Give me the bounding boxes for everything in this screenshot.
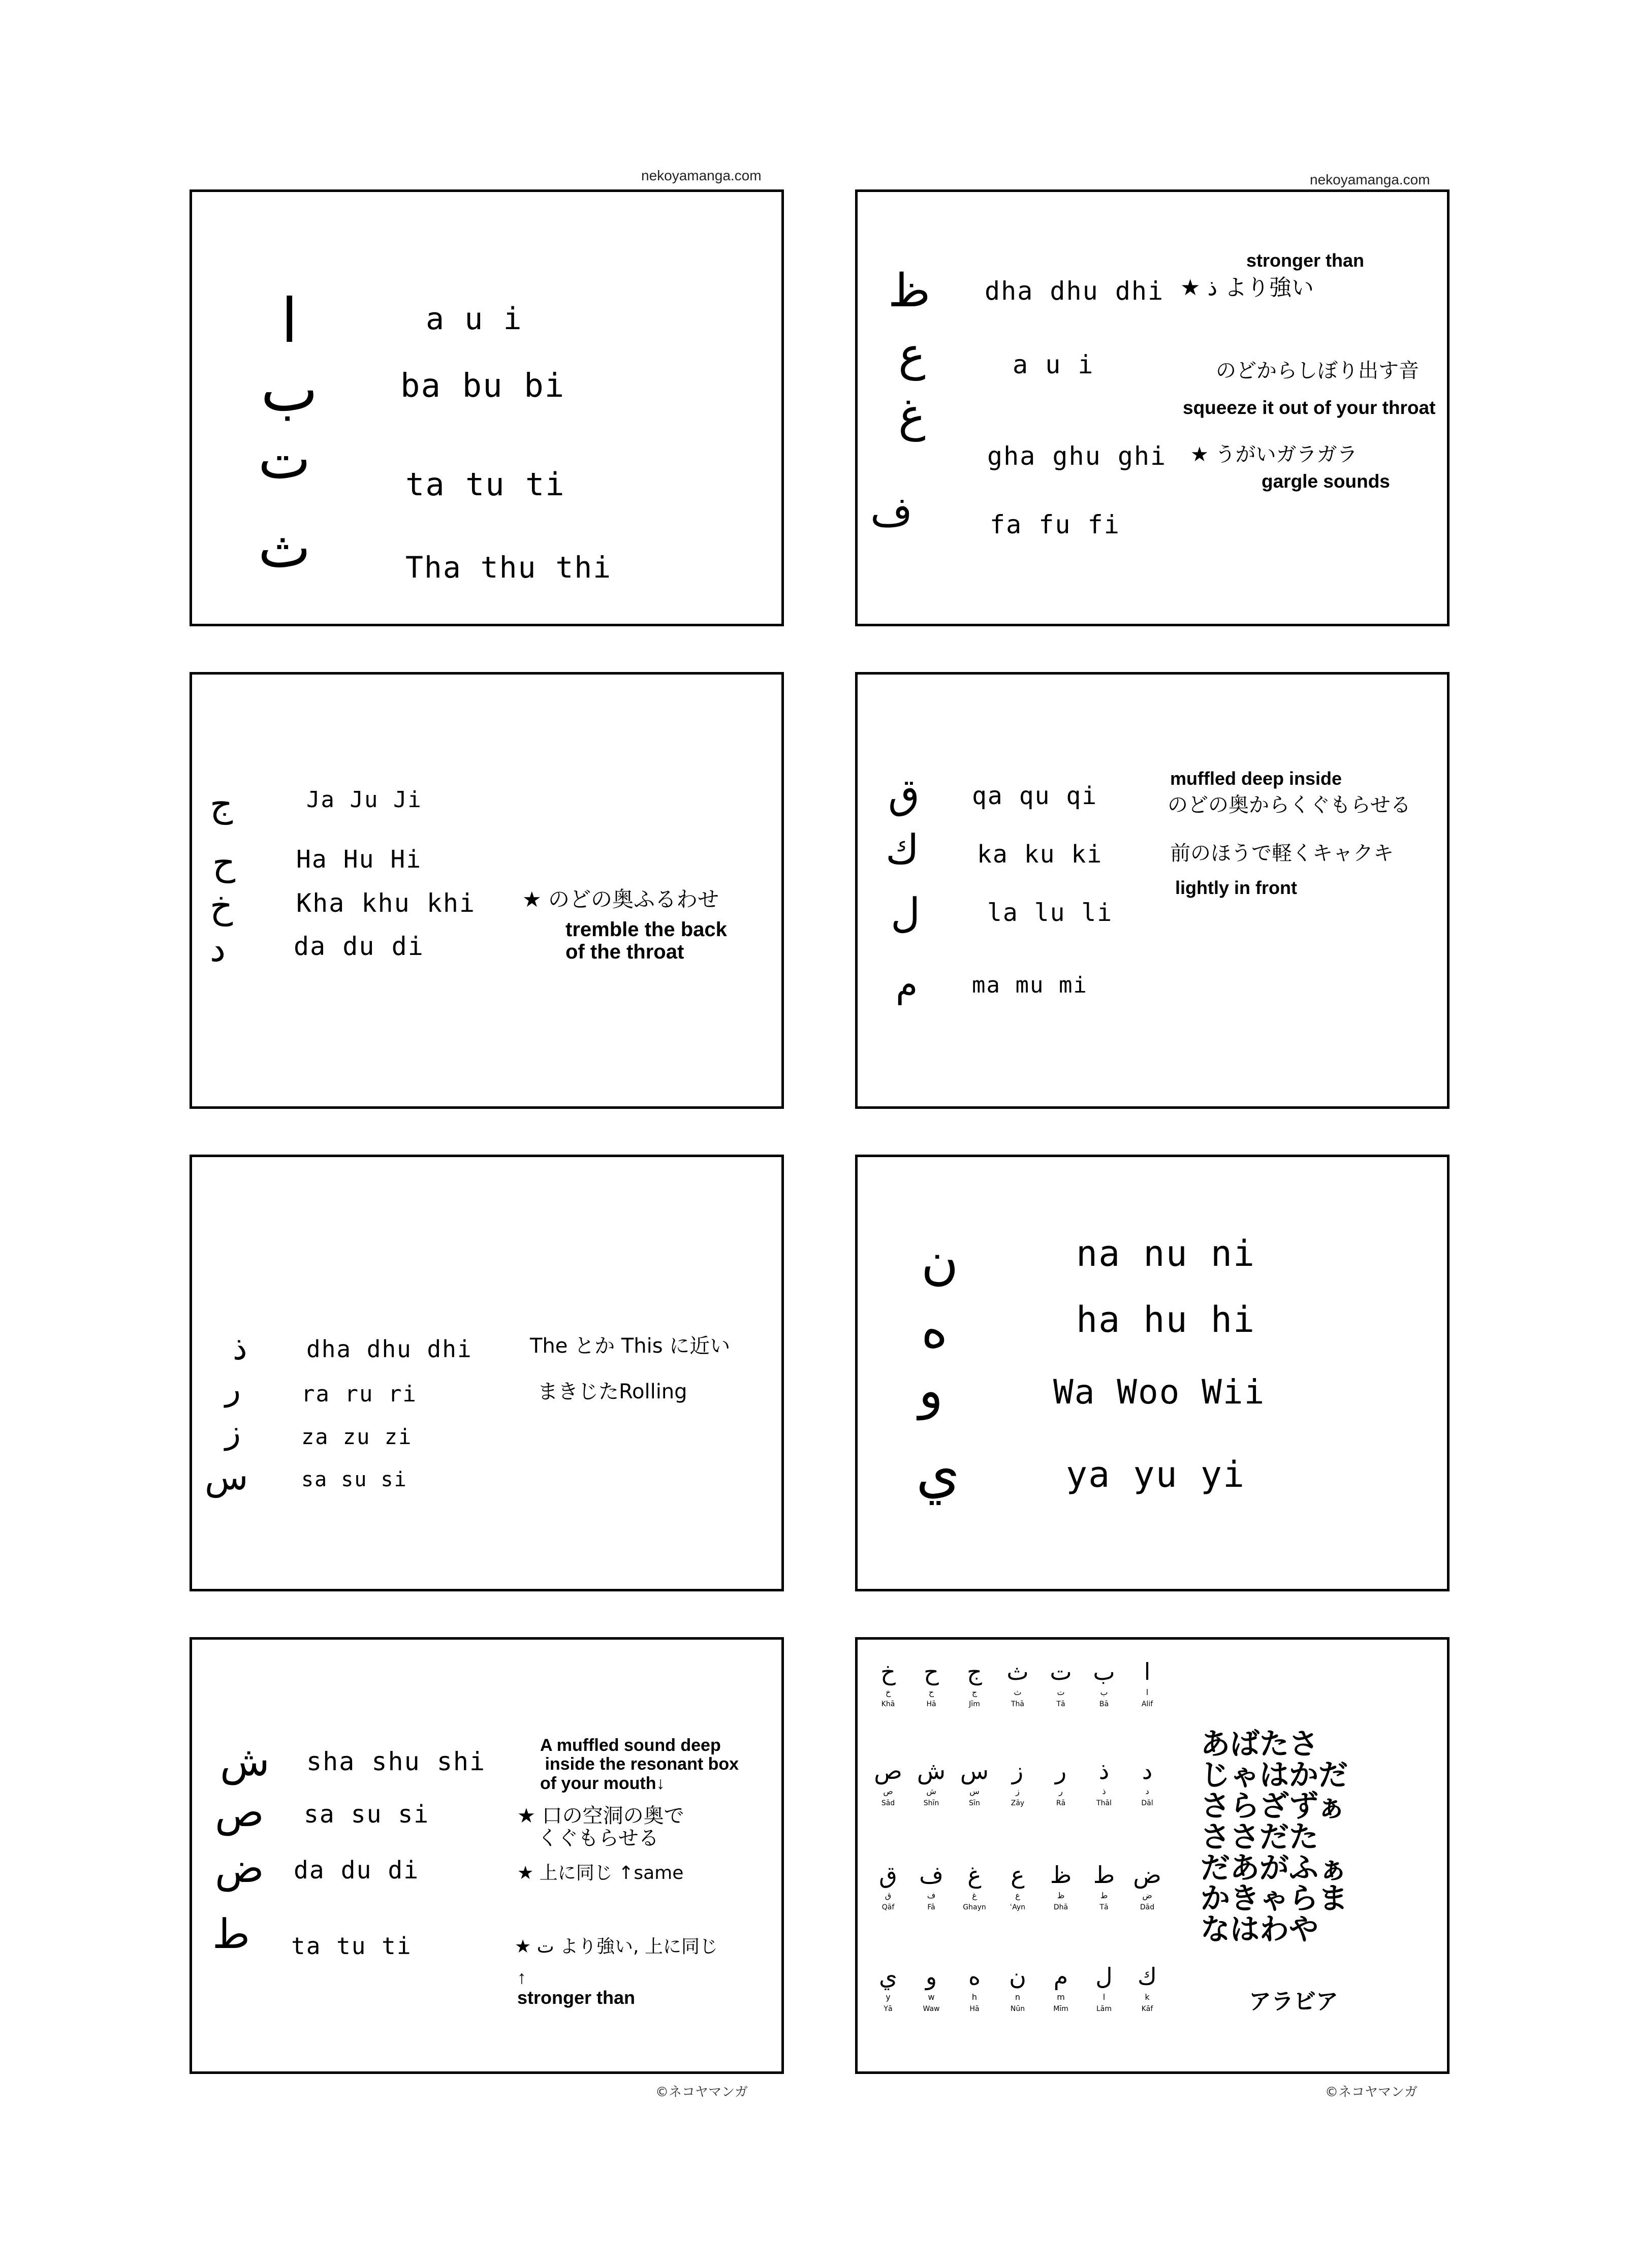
alphabet-name: Thā [1011,1700,1024,1708]
alphabet-translit: غ [972,1891,977,1900]
arabic-letter: ي [916,1440,960,1505]
kana-block [1201,1729,1348,1945]
alphabet-name: Kāf [1141,2005,1153,2013]
alphabet-cell [1086,1863,1122,1911]
alphabet-glyph: ف [919,1861,943,1889]
alphabet-name: Waw [923,2005,940,2013]
alphabet-cell [1043,1660,1079,1708]
alphabet-name: Zāy [1011,1799,1025,1807]
syllables: a u i [426,301,523,337]
alphabet-glyph: ذ [1098,1757,1110,1784]
syllables: za zu zi [301,1424,413,1449]
arabic-letter: ر [225,1370,241,1408]
alphabet-cell [1129,1965,1165,2013]
syllables: Tha thu thi [405,550,612,585]
alphabet-name: Khā [881,1700,895,1708]
alphabet-translit: ض [1142,1891,1152,1900]
alphabet-name: Ghayn [963,1903,986,1911]
alphabet-translit: ا [1146,1687,1149,1697]
alphabet-translit: ف [927,1891,936,1900]
alphabet-glyph: ث [1006,1658,1029,1685]
syllables: na nu ni [1076,1233,1256,1274]
alphabet-name: Bā [1099,1700,1109,1708]
kana-line: だあがふぁ [1201,1850,1348,1885]
syllables: Ha Hu Hi [296,845,422,874]
alphabet-translit: k [1145,1992,1150,2002]
alphabet-translit: n [1015,1992,1021,2002]
panel-nun-ha-waw-ya [855,1155,1450,1591]
syllables: ba bu bi [400,367,565,405]
syllables: da du di [294,932,424,961]
arabic-letter: ق [888,770,920,817]
copyright-left: ©ネコヤマンガ [655,2085,748,2100]
arabic-letter: ث [258,515,311,580]
alphabet-cell [1000,1660,1035,1708]
alphabet-name: Dāl [1141,1799,1153,1807]
alphabet-name: Dhā [1053,1903,1068,1911]
note: ★ のどの奥ふるわせ [522,887,719,912]
alphabet-cell [914,1965,949,2013]
arabic-letter: ز [225,1414,241,1451]
alphabet-cell [1043,1965,1079,2013]
label-muffled: muffled deep inside [1170,768,1342,789]
syllables: ka ku ki [977,840,1103,869]
alphabet-glyph: ت [1050,1658,1072,1685]
alphabet-name: Dād [1140,1903,1155,1911]
arabic-letter: ا [281,286,298,357]
syllables: ma mu mi [972,972,1088,998]
alphabet-name: Lām [1096,2005,1112,2013]
alphabet-cell [1043,1759,1079,1807]
alphabet-cell [1000,1759,1035,1807]
alphabet-name: Alif [1141,1700,1153,1708]
note: のどからしぼり出す音 [1216,359,1419,382]
alphabet-cell [1086,1965,1122,2013]
alphabet-translit: س [969,1786,980,1796]
note: ★ ت より強い, 上に同じ [515,1936,718,1957]
panel-shin-sad-dad-ta [190,1637,784,2074]
alphabet-name: Hā [926,1700,936,1708]
alphabet-glyph: ن [1009,1963,1026,1990]
label-lightly: lightly in front [1175,877,1297,898]
alphabet-name: ʿAyn [1010,1903,1026,1911]
alphabet-translit: ح [928,1687,934,1697]
kana-line: じゃはかだ [1201,1757,1348,1792]
alphabet-glyph: ط [1093,1861,1115,1889]
label-gargle: gargle sounds [1262,471,1390,492]
alphabet-translit: ذ [1102,1786,1106,1796]
syllables: fa fu fi [990,510,1120,539]
note: まきじたRolling [538,1380,687,1403]
note: のどの奥からくぐもらせる [1168,793,1411,817]
alphabet-cell [1086,1759,1122,1807]
alphabet-glyph: ج [967,1658,982,1685]
alphabet-glyph: ل [1095,1963,1113,1990]
syllables: sa su si [301,1468,407,1491]
alphabet-translit: l [1102,1992,1106,2002]
copyright-right: ©ネコヤマンガ [1325,2085,1418,2100]
syllables: ra ru ri [301,1381,417,1407]
kana-line: かきゃらま [1201,1881,1348,1916]
note: The とか This に近い [530,1334,731,1358]
label-stronger-than: stronger than [1246,250,1365,271]
label-tremble: tremble the back of the throat [565,918,727,963]
kana-line: あばたさ [1201,1727,1319,1761]
syllables: dha dhu dhi [306,1335,472,1363]
label-muffled-sound: A muffled sound deep inside the resonant box of your mouth↓ [540,1736,739,1793]
alphabet-name: Mīm [1053,2005,1068,2013]
alphabet-name: Sād [881,1799,895,1807]
arabic-letter: م [896,964,918,1005]
alphabet-name: Nūn [1010,2005,1025,2013]
alphabet-name: Yā [884,2005,893,2013]
syllables: ya yu yi [1066,1454,1246,1495]
alphabet-translit: h [971,1992,978,2002]
alphabet-glyph: ك [1138,1963,1157,1990]
syllables: sa su si [304,1800,430,1829]
syllables: sha shu shi [306,1747,486,1776]
alphabet-glyph: و [925,1963,937,1990]
alphabet-glyph: غ [967,1861,982,1889]
alphabet-cell [1000,1965,1035,2013]
syllables: ha hu hi [1076,1299,1256,1340]
note: ★ ذ より強い [1180,275,1314,301]
alphabet-cell [870,1965,906,2013]
alphabet-cell [914,1660,949,1708]
alphabet-translit: ش [926,1786,936,1796]
arabic-letter: و [919,1361,943,1420]
arabic-letter: ك [886,826,919,873]
note: 前のほうで軽くキャクキ [1170,842,1394,865]
label-squeeze: squeeze it out of your throat [1183,397,1436,418]
arabic-letter: ع [898,328,926,381]
alphabet-glyph: ي [878,1963,897,1990]
alphabet-translit: ث [1014,1687,1022,1697]
syllables: gha ghu ghi [987,441,1167,471]
panel-qaf-kaf-lam-mim [855,672,1450,1109]
alphabet-name: Thāl [1096,1799,1112,1807]
alphabet-cell [1043,1863,1079,1911]
arabic-letter: ن [921,1231,959,1291]
arabic-letter: ش [220,1738,270,1785]
alphabet-cell [1129,1660,1165,1708]
alphabet-translit: ظ [1057,1891,1065,1900]
alphabet-name: Fā [927,1903,935,1911]
site-url-right: nekoyamanga.com [1310,172,1430,187]
arabic-letter: ذ [233,1330,247,1367]
alphabet-name: Tā [1056,1700,1065,1708]
alphabet-name: Tā [1099,1903,1109,1911]
alphabet-cell [870,1863,906,1911]
alphabet-glyph: ع [1011,1861,1025,1889]
arabic-letter: ط [212,1910,250,1958]
alphabet-cell [1000,1863,1035,1911]
alphabet-translit: ز [1016,1786,1020,1796]
alphabet-translit: w [928,1992,935,2002]
alphabet-translit: ب [1100,1687,1108,1697]
arabic-letter: ظ [888,264,931,317]
alphabet-glyph: س [960,1757,989,1784]
alphabet-name: Rā [1056,1799,1066,1807]
syllables: qa qu qi [972,782,1098,810]
alphabet-cell [957,1863,992,1911]
alphabet-glyph: د [1142,1757,1153,1784]
note: ★ 上に同じ ↑same [517,1863,684,1883]
alphabet-translit: خ [885,1687,891,1697]
alphabet-cell [1129,1759,1165,1807]
arabic-letter: ب [261,355,318,425]
alphabet-cell [914,1863,949,1911]
alphabet-cell [870,1759,906,1807]
alphabet-glyph: م [1053,1963,1068,1990]
alphabet-translit: ت [1057,1687,1065,1697]
arabic-letter: ل [891,889,921,937]
syllables: Kha khu khi [296,888,476,918]
panel-alphabet-chart [855,1637,1450,2074]
syllables: la lu li [987,899,1113,927]
alphabet-cell [957,1660,992,1708]
alphabet-cell [957,1759,992,1807]
alphabet-translit: ج [971,1687,978,1697]
alphabet-glyph: ه [968,1963,981,1990]
alphabet-glyph: خ [880,1658,896,1685]
arabic-letter: غ [898,389,926,442]
alphabet-glyph: ظ [1050,1861,1072,1889]
syllables: a u i [1013,350,1094,379]
alphabet-name: Shīn [923,1799,939,1807]
arabic-letter: ص [215,1788,264,1836]
alphabet-name: Hā [969,2005,980,2013]
arabic-letter: خ [210,885,233,927]
alphabet-translit: ق [885,1891,892,1900]
alphabet-glyph: ض [1133,1861,1161,1889]
alphabet-glyph: ق [879,1861,897,1889]
alphabet-cell [914,1759,949,1807]
syllables: dha dhu dhi [985,276,1164,306]
syllables: Wa Woo Wii [1053,1372,1266,1412]
alphabet-translit: y [886,1992,891,2002]
arabic-letter: ه [921,1300,948,1359]
site-url-left: nekoyamanga.com [641,168,762,183]
arabic-letter: ح [212,842,236,883]
arabic-letter: ج [210,783,233,825]
alphabet-name: Qāf [881,1903,895,1911]
alphabet-cell [957,1965,992,2013]
arabic-letter: د [210,928,226,970]
alphabet-glyph: ص [874,1757,902,1784]
alphabet-glyph: ا [1144,1658,1151,1685]
alphabet-glyph: ش [917,1757,946,1784]
alphabet-translit: ر [1059,1786,1063,1796]
panel-jim-ha-kha-dal [190,672,784,1109]
alphabet-translit: ع [1015,1891,1020,1900]
kana-line: さらざずぁ [1201,1788,1346,1823]
kana-line: ささだた [1201,1819,1319,1854]
syllables: da du di [294,1856,420,1884]
panel-alif-ba-ta-tha [190,189,784,626]
alphabet-glyph: ر [1055,1757,1067,1784]
alphabet-translit: ط [1100,1891,1108,1900]
arabic-letter: ت [258,426,311,491]
alphabet-name: Sīn [969,1799,980,1807]
note: ★ 口の空洞の奥で くぐもらせる [517,1804,684,1850]
katakana-title: アラビア [1249,1989,1338,2015]
alphabet-glyph: ح [924,1658,939,1685]
alphabet-translit: m [1057,1992,1065,2002]
alphabet-name: Jīm [969,1700,980,1708]
syllables: ta tu ti [291,1932,412,1960]
alphabet-glyph: ز [1012,1757,1024,1784]
alphabet-translit: د [1145,1786,1149,1796]
alphabet-cell [870,1660,906,1708]
arabic-letter: ف [870,488,912,535]
panel-dha-ayn-ghayn-fa [855,189,1450,626]
syllables: ta tu ti [405,466,565,503]
alphabet-cell [1129,1863,1165,1911]
alphabet-grid [863,1650,1173,2066]
alphabet-cell [1086,1660,1122,1708]
syllables: Ja Ju Ji [306,787,422,813]
alphabet-glyph: ب [1093,1658,1115,1685]
panel-dhal-ra-zay-sin [190,1155,784,1591]
note: ★ うがいガラガラ [1190,443,1358,466]
label-stronger-than: ↑ stronger than [517,1967,636,2008]
arabic-letter: ض [215,1844,264,1892]
arabic-letter: س [205,1456,248,1498]
kana-line: なはわや [1201,1912,1319,1947]
alphabet-translit: ص [883,1786,893,1796]
